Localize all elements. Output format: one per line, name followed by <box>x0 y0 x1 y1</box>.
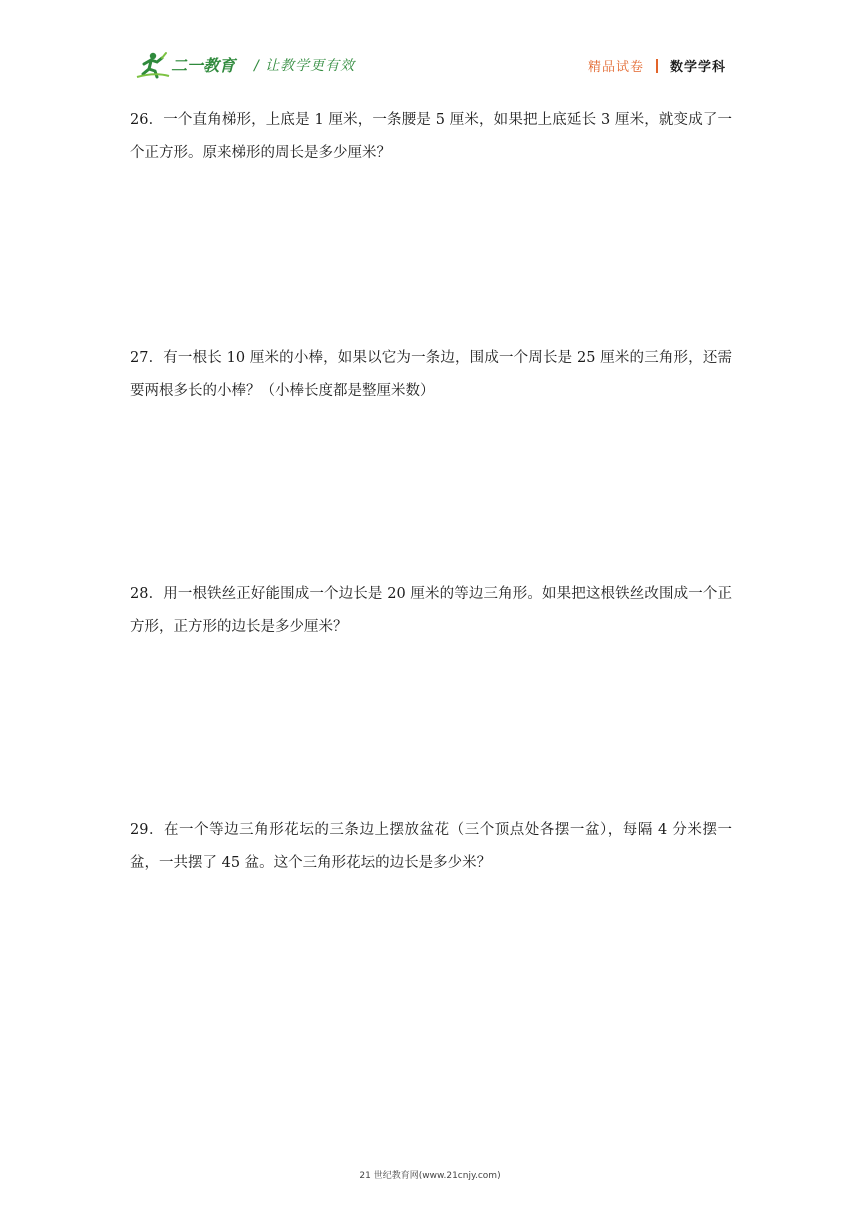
brand-logo <box>135 50 245 80</box>
page-footer: 21 世纪教育网(www.21cnjy.com) <box>359 1171 501 1181</box>
question-28: 28．用一根铁丝正好能围成一个边长是 20 厘米的等边三角形。如果把这根铁丝改围成一个正方形，正方形的边长是多少厘米？ <box>130 586 732 635</box>
page-header <box>0 0 860 90</box>
question-29: 29．在一个等边三角形花坛的三条边上摆放盆花（三个顶点处各摆一盆），每隔 4 分米摆一盆，一共摆了 45 盆。这个三角形花坛的边长是多少米？ <box>130 822 732 871</box>
slogan: / 让教学更有效 <box>254 58 356 74</box>
header-tags <box>588 56 726 75</box>
premium-label: 精品试卷 <box>587 60 644 75</box>
logo-text: 二一教育 <box>171 56 236 75</box>
header-divider <box>656 59 658 73</box>
question-27: 27．有一根长 10 厘米的小棒，如果以它为一条边，围成一个周长是 25 厘米的三角形，还需要两根多长的小棒？（小棒长度都是整厘米数） <box>130 350 732 399</box>
question-26: 26．一个直角梯形，上底是 1 厘米，一条腰是 5 厘米，如果把上底延长 3 厘米，就变成了一个正方形。原来梯形的周长是多少厘米？ <box>130 112 732 161</box>
runner-logo-icon <box>135 50 245 80</box>
subject-label: 数学学科 <box>669 60 726 75</box>
